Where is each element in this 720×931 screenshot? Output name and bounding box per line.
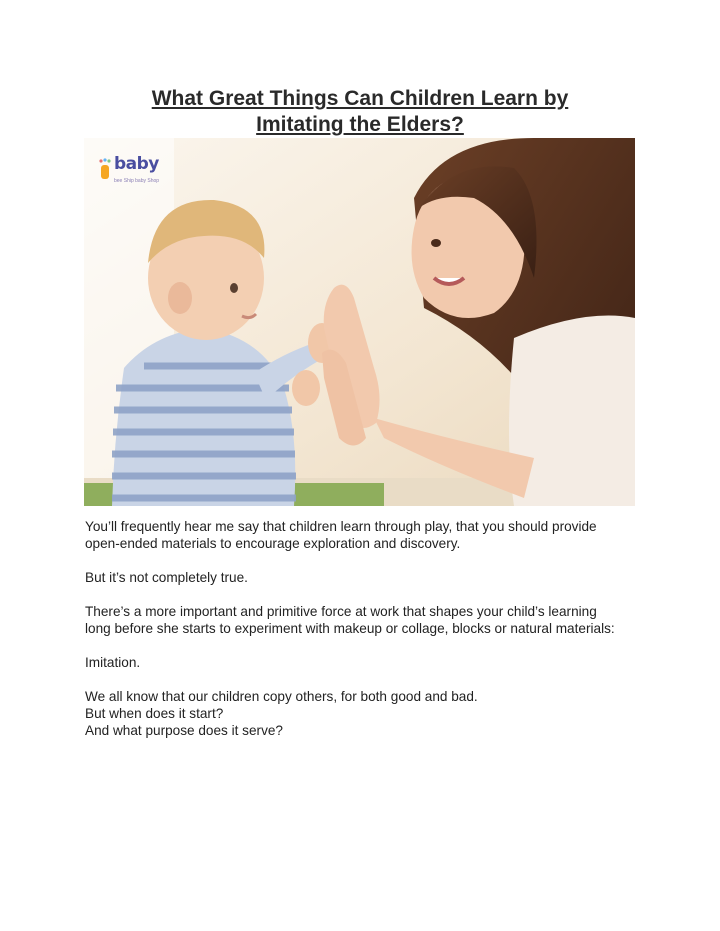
paragraph-1-line-2: open-ended materials to encourage exploration and discovery. [85, 536, 461, 551]
paragraph-4: Imitation. [85, 655, 141, 670]
page-title [84, 86, 636, 138]
logo-tagline: bee Ship baby Shop [114, 178, 160, 184]
paragraph-3-line-1: There’s a more important and primitive force at work that shapes your child’s learning [85, 604, 597, 619]
article-body [85, 518, 645, 739]
paragraph-2: But it’s not completely true. [85, 570, 248, 585]
article-photo [84, 138, 635, 506]
paragraph-5-line-1: We all know that our children copy others, for both good and bad. [85, 689, 478, 704]
paragraph-3-line-2: long before she starts to experiment with makeup or collage, blocks or natural materials: [85, 621, 615, 636]
paragraph-1-line-1: You’ll frequently hear me say that children learn through play, that you should provide [85, 519, 597, 534]
paragraph-5-line-2: But when does it start? [85, 706, 224, 721]
title-line-2: Imitating the Elders? [256, 113, 464, 136]
mother-and-baby-illustration [84, 138, 635, 506]
title-line-1: What Great Things Can Children Learn by [151, 87, 569, 110]
logo-wordmark: baby [114, 154, 159, 174]
bottle-icon [98, 158, 112, 180]
ibaby-logo [92, 152, 162, 192]
paragraph-5-line-3: And what purpose does it serve? [85, 723, 283, 738]
